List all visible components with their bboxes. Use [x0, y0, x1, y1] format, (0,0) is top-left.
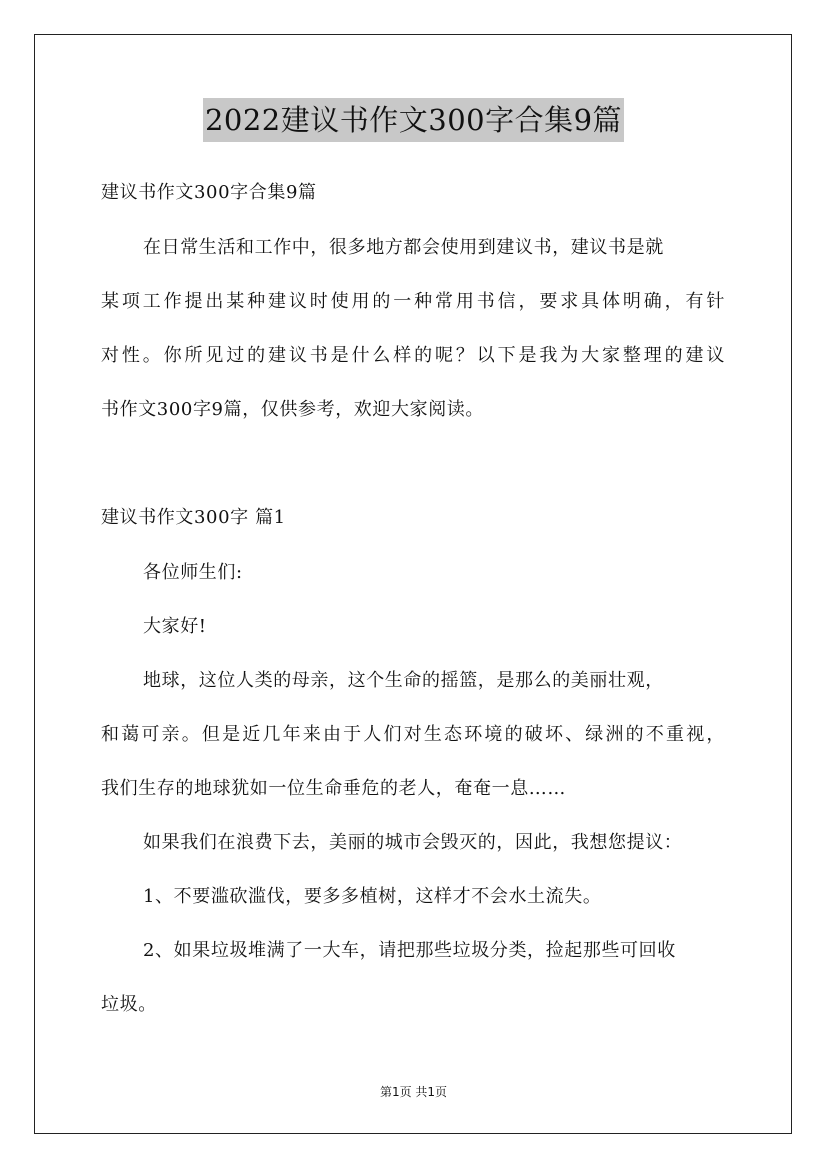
body-line-4: 如果我们在浪费下去，美丽的城市会毁灭的，因此，我想您提议： [143, 832, 683, 853]
title-container [0, 98, 827, 142]
greeting: 大家好! [143, 616, 207, 637]
salutation: 各位师生们: [143, 562, 243, 583]
body-line-1: 地球，这位人类的母亲，这个生命的摇篮，是那么的美丽壮观， [143, 670, 664, 691]
intro-line-3: 对性。你所见过的建议书是什么样的呢？以下是我为大家整理的建议 [101, 345, 725, 366]
body-line-7: 垃圾。 [101, 994, 157, 1015]
document-title: 2022建议书作文300字合集9篇 [203, 98, 624, 142]
body-line-6: 2、如果垃圾堆满了一大车，请把那些垃圾分类，捡起那些可回收 [143, 940, 676, 961]
intro-line-2: 某项工作提出某种建议时使用的一种常用书信，要求具体明确，有针 [101, 291, 725, 312]
body-line-5: 1、不要滥砍滥伐，要多多植树，这样才不会水土流失。 [143, 886, 602, 907]
subtitle: 建议书作文300字合集9篇 [101, 182, 317, 203]
intro-line-4: 书作文300字9篇，仅供参考，欢迎大家阅读。 [101, 399, 485, 420]
section-heading: 建议书作文300字 篇1 [101, 507, 286, 528]
body-line-3: 我们生存的地球犹如一位生命垂危的老人，奄奄一息…… [101, 778, 566, 799]
intro-line-1: 在日常生活和工作中，很多地方都会使用到建议书，建议书是就 [143, 237, 664, 258]
page-number: 第1页 共1页 [379, 1085, 448, 1099]
body-line-2: 和蔼可亲。但是近几年来由于人们对生态环境的破坏、绿洲的不重视， [101, 724, 725, 745]
